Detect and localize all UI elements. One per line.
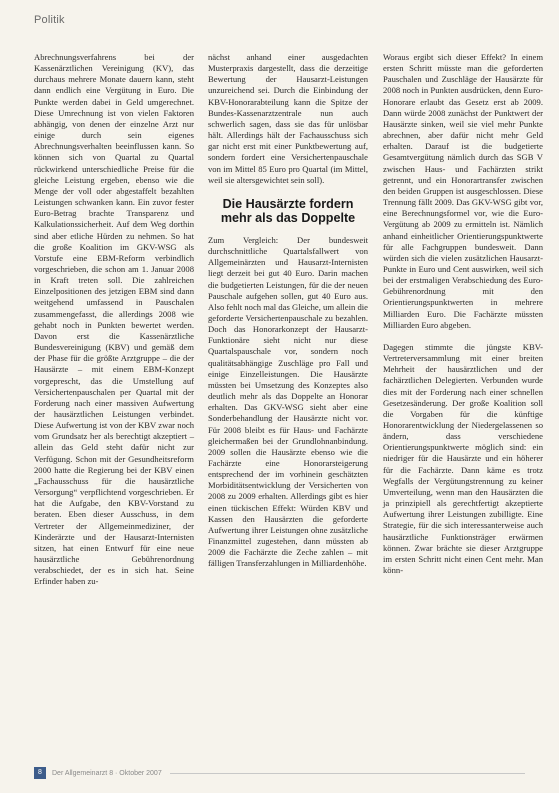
column-1-text: Abrechnungsverfahrens bei der Kassenärztlichen Vereinigung (KV), das durchaus mehrere Monate dauern kann, steht dann endlich eine Vergütung in Euro. Die Punkte werden dabei in Geld umgerechnet. Diese Umrechnung ist von vielen Faktoren abhängig, von denen der einzelne Arzt nur einige durch sein eigenes Abrechnungsverhalten beeinflussen kann. So können sich von Quartal zu Quartal rückwirkend unterschiedliche Preise für die gleiche Leistung ergeben, ebenso wie die Menge der voll oder abgestaffelt bezahlten Leistungen schwanken kann. Ein zuvor fester Euro-Betrag brachte Transparenz und Kalkulationssicherheit. Auf dem Weg dorthin sind aber etliche Hürden zu nehmen. So hat die große Koalition im GKV-WSG als Vorstufe eine EBM-Reform verbindlich vorgeschrieben, die schon am 1. Januar 2008 in Kraft treten soll. Die zahlreichen Einzelpositionen des jetzigen EBM sind dann weitgehend umfassend in Pauschalen zusammengefasst, die allerdings 2008 wie gehabt noch in Punkten bewertet werden. Davon erst die Kassenärztliche Bundesvereinigung (KBV) und gemäß dem der Phase für die größte Arztgruppe – die der Hausärzte – mit einem EBM-Konzept vorgeprescht, das die Umstellung auf Versichertenpauschalen per Quartal mit der Forderung nach einer massiven Aufwertung der hausärztlichen Leistungen verbindet. Diese Aufwertung ist von der KBV zwar noch vom Grundsatz her als berechtigt akzeptiert – allein das Geld steht dafür nicht zur Verfügung. Schon mit der Gesundheitsreform 2000 hatte die Regierung bei der KBV einen „Fachausschuss für die hausärztliche Versorgung“ verpflichtend vorgeschrieben. Er hat die Aufgabe, den KBV-Vorstand zu beraten. Eben dieser Ausschuss, in dem Vertreter der Allgemeinmediziner, der Kinderärzte und der Hausarzt-Internisten sitzen, hat einen Entwurf für eine neue hausärztliche Gebührenordnung verabschiedet, der es in sich hat. Seine Erfinder haben zu- <box>34 52 194 587</box>
column-2-text-top: nächst anhand einer ausgedachten Musterpraxis dargestellt, dass die derzeitige Bewertung der Hausarzt-Leistungen unzureichend sei. Durch die Einbindung der KBV-Honorarabteilung kann die Spitze der Bundes-Kassenarztzentrale nun auch schwerlich sagen, dass sie das für unlösbar hält. Allerdings hält der Fachausschuss sich gar nicht erst mit einer Punktbewertung auf, sondern fordert eine Versichertenpauschale von im Mittel 85 Euro pro Quartal (im Mittel, weil sie altersgewichtet sein soll). <box>208 52 368 185</box>
article-column-2 <box>208 52 368 570</box>
subheadline: Die Hausärzte fordern mehr als das Doppelte <box>220 196 356 226</box>
article-column-1 <box>34 52 194 588</box>
column-2-text-bottom: Zum Vergleich: Der bundesweit durchschnittliche Quartalsfallwert von Allgemeinärzten und Hausarzt-Internisten liegt derzeit bei gut 40 Euro. Darin machen die budgetierten Leistungen, für die der neuen Pauschale aufgehen sollen, gut 40 Euro aus. Also fehlt noch mal das Gleiche, um allein die geforderte Versichertenpauschale zu bezahlen. Doch das Honorarkonzept der Hausarzt-Funktionäre sieht nicht nur diese Quartalspauschale vor, sondern noch qualitätsabhängige Zuschläge pro Fall und einige Einzelleistungen. Die Hausärzte müssten bei Umsetzung des Konzeptes also deutlich mehr als das Doppelte an Honorar erhalten. Das GKV-WSG sieht aber eine Sonderbehandlung der Hausärzte nicht vor. Für 2008 bleibt es für Haus- und Fachärzte gleichermaßen bei der Grundlohnanbindung. 2009 sollen die Hausärzte ebenso wie die Fachärzte eine Honorarsteigerung entsprechend der im vorhinein geschätzten Morbiditätsentwicklung der Versicherten von 2008 zu 2009 erhalten. Allerdings gibt es hier einen tückischen Effekt: Würden KBV und Kassen den Hausärzten die geforderte Aufwertung ihrer Leistungen ohne zusätzliche Finanzmittel zugestehen, dann müssten ab 2009 die Fachärzte die Zeche zahlen – mit fälligen Transferzahlungen in Milliardenhöhe. <box>208 234 368 569</box>
page-footer <box>34 766 525 780</box>
page-number: 8 <box>34 767 46 779</box>
footer-rule <box>170 773 525 774</box>
paragraph-gap <box>383 331 543 342</box>
publication-info: Der Allgemeinarzt 8 · Oktober 2007 <box>52 769 162 777</box>
column-3-text-top: Woraus ergibt sich dieser Effekt? In einem ersten Schritt müsste man die geforderten Pauschalen und Zuschläge der Hausärzte für 2008 noch in Punkten ausdrücken, denn Euro-Honorare erlaubt das Gesetz erst ab 2009. Dann würde 2008 zunächst der Punktwert der Hausärzte sinken, weil sie viel mehr Punkte abrechnen, aber dafür nicht mehr Geld erhalten. Darauf ist die budgetierte Gesamtvergütung nämlich durch das SGB V zwischen Haus- und Fachärzten strikt getrennt, und ein Honorartransfer zwischen den beiden Gruppen ist ausgeschlossen. Diese Trennung fällt 2009. Das GKV-WSG gibt vor, eine Berechnungsformel vor, wie die Euro-Vergütung ab 2009 zu ermitteln ist. Nämlich anhand einheitlicher Orientierungspunktwerte für alle Fachgruppen bundesweit. Dann würden sich die vielen zusätzlichen Hausarzt-Punkte in Euro und Cent auswirken, weil sich bei der erstmaligen Verabschiedung des Euro-Gebührenordnung mit den Orientierungspunktwerten in mehrere Milliarden Euro. Die Fachärzte müssten Milliarden Euro abgeben. <box>383 52 543 330</box>
section-label: Politik <box>34 14 65 26</box>
article-column-3 <box>383 52 543 576</box>
column-3-text-bottom: Dagegen stimmte die jüngste KBV-Vertreterversammlung mit einer breiten Mehrheit der hausärztlichen und der fachärztlichen Delegierten. Verbunden wurde dies mit der Forderung nach einer schnellen Gesetzesänderung. Der große Koalition soll die Vorgaben für die künftige Honorarentwicklung der Niedergelassenen so ändern, dass verschiedene Orientierungspunktwerte möglich sind: ein niedriger für die Hausärzte und ein höherer für die Fachärzte. Dann käme es trotz Wegfalls der Vergütungstrennung zu keiner Umverteilung, wenn man den Hausärzten die ja prinzipiell als gerechtfertigt akzeptierte Aufwertung ihrer Leistungen zubilligte. Eine Strategie, für die sich interessanterweise auch hausärztliche Funktionsträger erwärmen können. Zwar brächte sie dieser Arztgruppe im ersten Schritt nicht einen Cent mehr. Man könn- <box>383 341 543 576</box>
